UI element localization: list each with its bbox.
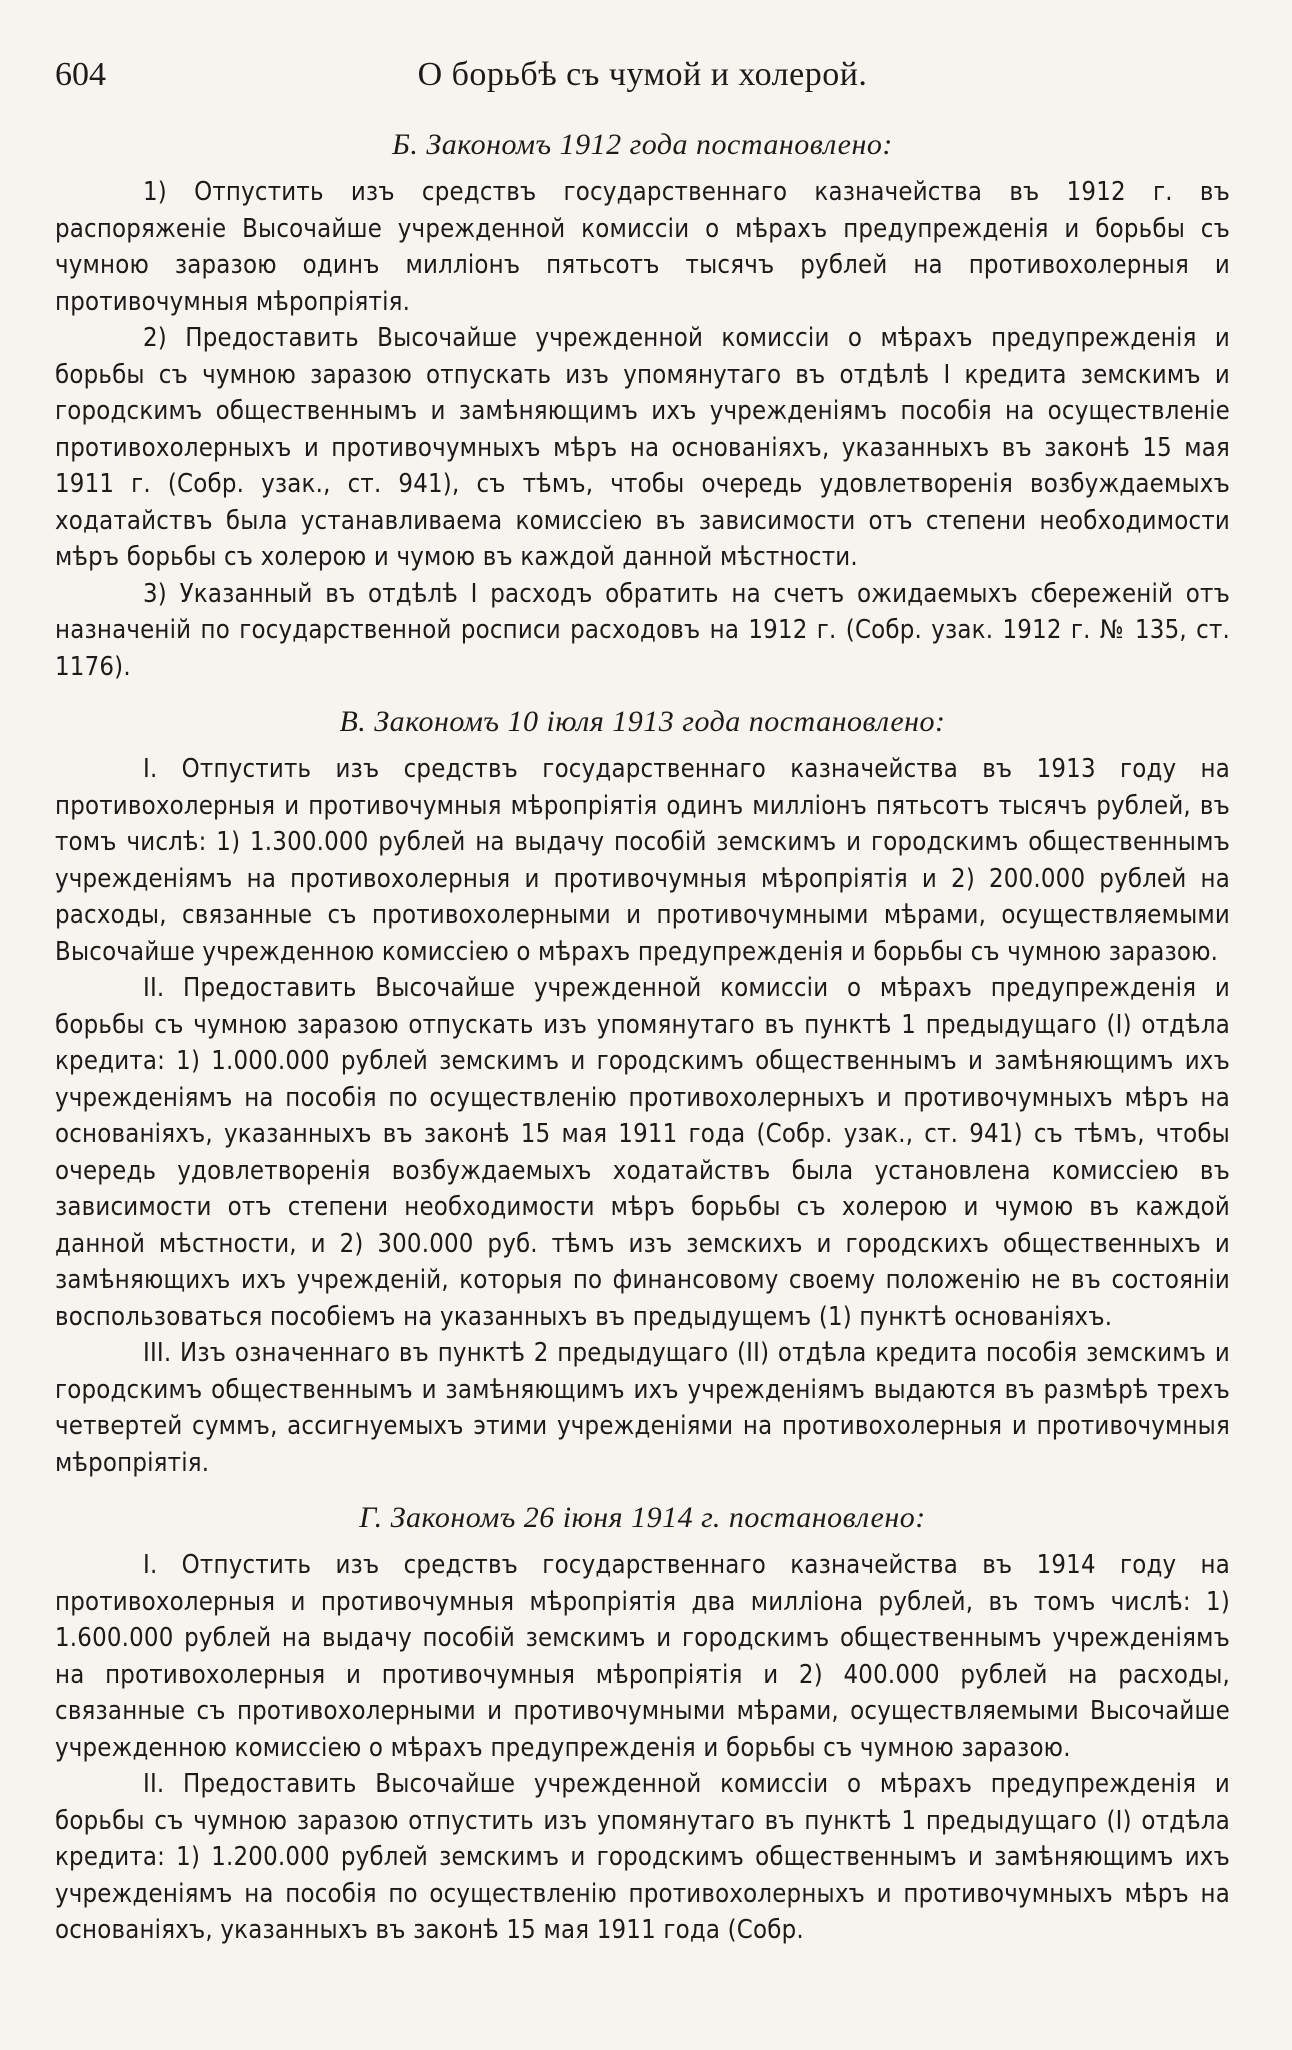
page-header bbox=[55, 48, 1230, 108]
section-heading: Б. Закономъ 1912 года постановлено: bbox=[392, 128, 893, 161]
page-number: 604 bbox=[55, 56, 106, 93]
paragraph: 1) Отпустить изъ средствъ государственнаго казначейства въ 1912 г. въ распоряженіе Высочайше учрежденной комиссіи о мѣрахъ предупрежденія и борьбы съ чумною заразою одинъ милліонъ пятьсотъ тысячъ рублей на противохолерныя и противочумныя мѣропріятія. bbox=[55, 177, 1230, 317]
section-heading: В. Закономъ 10 іюля 1913 года постановлено: bbox=[339, 705, 946, 738]
paragraph: II. Предоставить Высочайше учрежденной комиссіи о мѣрахъ предупрежденія и борьбы съ чумною заразою отпустить изъ упомянутаго въ пунктѣ 1 предыдущаго (I) отдѣла кредита: 1) 1.200.000 рублей земскимъ и городскимъ общественнымъ и замѣняющимъ ихъ учрежденіямъ на пособія по осуществленію противохолерныхъ и противочумныхъ мѣръ на основаніяхъ, указанныхъ въ законѣ 15 мая 1911 года (Собр. bbox=[55, 1769, 1230, 1945]
paragraph: I. Отпустить изъ средствъ государственнаго казначейства въ 1913 году на противохолерныя и противочумныя мѣропріятія одинъ милліонъ пятьсотъ тысячъ рублей, въ томъ числѣ: 1) 1.300.000 рублей на выдачу пособій земскимъ и городскимъ общественнымъ учрежденіямъ на противохолерныя и противочумныя мѣропріятія и 2) 200.000 рублей на расходы, связанные съ противохолерными и противочумными мѣрами, осуществляемыми Высочайше учрежденною комиссіею о мѣрахъ предупрежденія и борьбы съ чумною заразою. bbox=[55, 754, 1230, 967]
section-g bbox=[55, 1501, 1230, 1949]
paragraph: I. Отпустить изъ средствъ государственнаго казначейства въ 1914 году на противохолерныя и противочумныя мѣропріятія два милліона рублей, въ томъ числѣ: 1) 1.600.000 рублей на выдачу пособій земскимъ и городскимъ общественнымъ учрежденіямъ на противохолерныя и противочумныя мѣропріятія и 2) 400.000 рублей на расходы, связанные съ противохолерными и противочумными мѣрами, осуществляемыми Высочайше учрежденною комиссіею о мѣрахъ предупрежденія и борьбы съ чумною заразою. bbox=[55, 1550, 1230, 1763]
paragraph: III. Изъ означеннаго въ пунктѣ 2 предыдущаго (II) отдѣла кредита пособія земскимъ и городскимъ общественнымъ и замѣняющимъ ихъ учрежденіямъ выдаются въ размѣрѣ трехъ четвертей суммъ, ассигнуемыхъ этими учрежденіями на противохолерныя и противочумныя мѣропріятія. bbox=[55, 1338, 1230, 1478]
section-b bbox=[55, 128, 1230, 685]
document-page bbox=[55, 48, 1230, 2028]
section-v bbox=[55, 705, 1230, 1481]
paragraph: 2) Предоставить Высочайше учрежденной комиссіи о мѣрахъ предупрежденія и борьбы съ чумною заразою отпускать изъ упомянутаго въ отдѣлѣ I кредита земскимъ и городскимъ общественнымъ и замѣняющимъ ихъ учрежденіямъ пособія на осуществленіе противохолерныхъ и противочумныхъ мѣръ на основаніяхъ, указанныхъ въ законѣ 15 мая 1911 г. (Собр. узак., ст. 941), съ тѣмъ, чтобы очередь удовлетворенія возбуждаемыхъ ходатайствъ была устанавливаема комиссіею въ зависимости отъ степени необходимости мѣръ борьбы съ холерою и чумою въ каждой данной мѣстности. bbox=[55, 323, 1230, 572]
paragraph: 3) Указанный въ отдѣлѣ I расходъ обратить на счетъ ожидаемыхъ сбереженій отъ назначеній по государственной росписи расходовъ на 1912 г. (Собр. узак. 1912 г. № 135, ст. 1176). bbox=[55, 578, 1230, 682]
running-title: О борьбѣ съ чумой и холерой. bbox=[417, 56, 868, 93]
section-heading: Г. Закономъ 26 іюня 1914 г. постановлено: bbox=[359, 1501, 926, 1534]
paragraph: II. Предоставить Высочайше учрежденной комиссіи о мѣрахъ предупрежденія и борьбы съ чумною заразою отпускать изъ упомянутаго въ пунктѣ 1 предыдущаго (I) отдѣла кредита: 1) 1.000.000 рублей земскимъ и городскимъ общественнымъ и замѣняющимъ ихъ учрежденіямъ на пособія по осуществленію противохолерныхъ и противочумныхъ мѣръ на основаніяхъ, указанныхъ въ законѣ 15 мая 1911 года (Собр. узак., ст. 941) съ тѣмъ, чтобы очередь удовлетворенія возбуждаемыхъ ходатайствъ была установлена комиссіею въ зависимости отъ степени необходимости мѣръ борьбы съ холерою и чумою въ каждой данной мѣстности, и 2) 300.000 руб. тѣмъ изъ земскихъ и городскихъ общественныхъ и замѣняющихъ ихъ учрежденій, которыя по финансовому своему положенію не въ состояніи воспользоваться пособіемъ на указанныхъ въ предыдущемъ (1) пунктѣ основаніяхъ. bbox=[55, 973, 1230, 1332]
